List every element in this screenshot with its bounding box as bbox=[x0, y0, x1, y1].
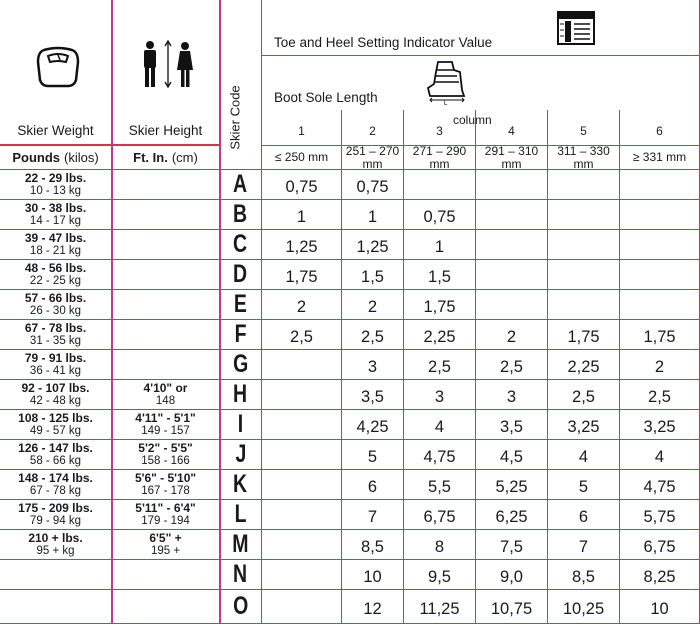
setting-value: 1,75 bbox=[285, 268, 318, 286]
setting-value-cell bbox=[262, 200, 342, 230]
setting-value-cell bbox=[404, 380, 476, 410]
setting-value: 4,5 bbox=[500, 448, 523, 466]
setting-value-cell bbox=[342, 560, 404, 590]
setting-value-cell bbox=[476, 530, 548, 560]
boot-sole-label: Boot Sole Length bbox=[274, 89, 378, 105]
setting-value: 9,0 bbox=[500, 568, 523, 586]
height-cm: 195 + bbox=[150, 544, 181, 557]
setting-value-cell bbox=[342, 440, 404, 470]
setting-value-cell bbox=[476, 440, 548, 470]
column-mm-range: 291 – 310 mm bbox=[484, 143, 539, 171]
setting-value: 1 bbox=[367, 208, 378, 226]
skier-code-letter: O bbox=[232, 592, 249, 620]
setting-value-cell bbox=[262, 320, 342, 350]
setting-value: 5,25 bbox=[495, 478, 528, 496]
setting-value-cell bbox=[404, 560, 476, 590]
setting-value: 2 bbox=[296, 298, 307, 316]
height-cell bbox=[112, 230, 220, 260]
weight-lbs: 175 - 209 lbs. bbox=[18, 500, 93, 515]
height-cell bbox=[112, 200, 220, 230]
column-mm-cell bbox=[476, 145, 548, 170]
weight-kg: 18 - 21 kg bbox=[29, 244, 82, 257]
column-word: column bbox=[453, 113, 492, 127]
setting-value-cell bbox=[476, 410, 548, 440]
skier-code-letter: L bbox=[234, 500, 247, 528]
skier-code-label: Skier Code bbox=[227, 85, 243, 150]
setting-value: 3,25 bbox=[643, 418, 676, 436]
setting-value-cell bbox=[548, 170, 620, 200]
setting-value-cell bbox=[548, 530, 620, 560]
setting-value: 5 bbox=[367, 448, 378, 466]
setting-value-cell bbox=[404, 500, 476, 530]
column-mm-range: ≤ 250 mm bbox=[274, 150, 329, 164]
height-cm: 179 - 194 bbox=[141, 514, 190, 527]
weight-lbs: 92 - 107 lbs. bbox=[21, 380, 90, 395]
weight-kg: 22 - 25 kg bbox=[29, 274, 82, 287]
setting-value: 4 bbox=[578, 448, 589, 466]
skier-code-cell bbox=[220, 170, 262, 200]
setting-value: 11,25 bbox=[419, 600, 460, 618]
weight-cell bbox=[0, 320, 112, 350]
height-ftin: 5'2" - 5'5" bbox=[138, 440, 193, 455]
weight-cell bbox=[0, 260, 112, 290]
people-height-icon bbox=[140, 40, 196, 90]
setting-value-cell bbox=[476, 560, 548, 590]
setting-value: 10,25 bbox=[562, 600, 605, 618]
setting-value-cell bbox=[620, 170, 700, 200]
column-mm-range: ≥ 331 mm bbox=[632, 150, 687, 164]
setting-value-cell bbox=[262, 440, 342, 470]
skier-code-cell bbox=[220, 590, 262, 624]
setting-value: 4 bbox=[654, 448, 665, 466]
height-cm: 149 - 157 bbox=[141, 424, 190, 437]
height-cell bbox=[112, 380, 220, 410]
setting-value-cell bbox=[342, 350, 404, 380]
setting-value-cell bbox=[476, 590, 548, 624]
weight-lbs: 30 - 38 lbs. bbox=[24, 200, 87, 215]
setting-value-cell bbox=[620, 440, 700, 470]
height-cell bbox=[112, 500, 220, 530]
setting-value: 10 bbox=[363, 568, 382, 586]
setting-value-cell bbox=[404, 590, 476, 624]
weight-kg: 36 - 41 kg bbox=[29, 364, 82, 377]
pounds-label: Pounds bbox=[12, 150, 60, 165]
setting-value: 5,75 bbox=[643, 508, 676, 526]
weight-cell bbox=[0, 530, 112, 560]
skier-code-cell bbox=[220, 290, 262, 320]
height-cell bbox=[112, 530, 220, 560]
setting-value-cell bbox=[620, 530, 700, 560]
height-cell bbox=[112, 350, 220, 380]
setting-value-cell bbox=[476, 170, 548, 200]
column-number-cell bbox=[548, 110, 620, 145]
height-cell bbox=[112, 290, 220, 320]
skier-code-letter: N bbox=[233, 560, 248, 588]
setting-value-cell bbox=[620, 350, 700, 380]
column-number: 5 bbox=[580, 123, 587, 138]
setting-value-cell bbox=[476, 380, 548, 410]
column-number: 4 bbox=[508, 123, 515, 138]
setting-value: 8,5 bbox=[572, 568, 595, 586]
height-ftin: 5'11" - 6'4" bbox=[135, 500, 196, 515]
column-mm-range: 251 – 270 mm bbox=[345, 143, 400, 171]
setting-value-cell bbox=[476, 350, 548, 380]
setting-value-cell bbox=[342, 320, 404, 350]
setting-value-cell bbox=[342, 170, 404, 200]
setting-value: 1,75 bbox=[423, 298, 456, 316]
weight-cell bbox=[0, 560, 112, 590]
setting-value: 2 bbox=[654, 358, 665, 376]
setting-value: 8,25 bbox=[643, 568, 676, 586]
setting-value: 7 bbox=[367, 508, 378, 526]
weight-cell bbox=[0, 500, 112, 530]
skier-code-cell bbox=[220, 440, 262, 470]
weight-kg: 67 - 78 kg bbox=[29, 484, 82, 497]
setting-value: 3 bbox=[434, 388, 445, 406]
setting-value-cell bbox=[342, 200, 404, 230]
setting-value: 5 bbox=[578, 478, 589, 496]
skier-code-cell bbox=[220, 530, 262, 560]
setting-value-cell bbox=[548, 260, 620, 290]
setting-value-cell bbox=[620, 200, 700, 230]
setting-indicator-icon bbox=[556, 10, 596, 46]
setting-value: 2,25 bbox=[423, 328, 456, 346]
setting-value: 2,25 bbox=[567, 358, 600, 376]
setting-value-cell bbox=[342, 380, 404, 410]
setting-value: 4,75 bbox=[643, 478, 676, 496]
setting-value: 3,25 bbox=[567, 418, 600, 436]
weight-cell bbox=[0, 380, 112, 410]
setting-value-cell bbox=[548, 440, 620, 470]
setting-value-cell bbox=[404, 200, 476, 230]
skier-code-letter: D bbox=[233, 260, 248, 288]
skier-code-letter: K bbox=[233, 470, 248, 498]
ftin-cm-header bbox=[112, 145, 220, 170]
setting-value: 1,75 bbox=[567, 328, 600, 346]
height-ftin: 4'10" or bbox=[143, 380, 188, 395]
weight-cell bbox=[0, 290, 112, 320]
column-mm-cell bbox=[262, 145, 342, 170]
skier-code-letter: I bbox=[237, 410, 244, 438]
column-mm-range: 311 – 330 mm bbox=[557, 143, 610, 171]
setting-value: 0,75 bbox=[423, 208, 456, 226]
height-cm: 167 - 178 bbox=[141, 484, 190, 497]
skier-code-cell bbox=[220, 560, 262, 590]
skier-height-label: Skier Height bbox=[128, 123, 203, 138]
weight-kg: 49 - 57 kg bbox=[29, 424, 82, 437]
column-mm-cell bbox=[548, 145, 620, 170]
column-number-cell bbox=[262, 110, 342, 145]
setting-value-cell bbox=[262, 530, 342, 560]
weight-lbs: 108 - 125 lbs. bbox=[18, 410, 93, 425]
setting-value: 2,5 bbox=[428, 358, 451, 376]
setting-value: 6,75 bbox=[423, 508, 456, 526]
skier-weight-label: Skier Weight bbox=[17, 123, 94, 138]
setting-value-cell bbox=[404, 170, 476, 200]
height-cm: 158 - 166 bbox=[141, 454, 190, 467]
setting-value-cell bbox=[548, 410, 620, 440]
skier-code-letter: H bbox=[233, 380, 248, 408]
magenta-divider bbox=[219, 0, 221, 624]
setting-value: 2,5 bbox=[572, 388, 595, 406]
setting-value-cell bbox=[342, 260, 404, 290]
skier-code-cell bbox=[220, 350, 262, 380]
setting-value-cell bbox=[476, 320, 548, 350]
height-cell bbox=[112, 260, 220, 290]
setting-value-cell bbox=[404, 440, 476, 470]
setting-value-cell bbox=[342, 410, 404, 440]
column-mm-range: 271 – 290 mm bbox=[412, 143, 467, 171]
setting-value: 1,75 bbox=[643, 328, 676, 346]
weight-kg: 42 - 48 kg bbox=[29, 394, 82, 407]
setting-value-cell bbox=[620, 590, 700, 624]
skier-code-letter: F bbox=[234, 320, 247, 348]
setting-value: 6,75 bbox=[643, 538, 676, 556]
column-mm-cell bbox=[404, 145, 476, 170]
setting-value-cell bbox=[342, 530, 404, 560]
setting-value-cell bbox=[620, 560, 700, 590]
setting-value-cell bbox=[262, 170, 342, 200]
height-cell bbox=[112, 590, 220, 624]
setting-value-cell bbox=[404, 260, 476, 290]
weight-cell bbox=[0, 470, 112, 500]
column-number: 3 bbox=[436, 123, 443, 138]
setting-value: 10 bbox=[650, 600, 669, 618]
setting-value: 5,5 bbox=[428, 478, 451, 496]
setting-value-cell bbox=[262, 380, 342, 410]
setting-value-cell bbox=[620, 500, 700, 530]
cm-label: (cm) bbox=[171, 150, 198, 165]
setting-value-cell bbox=[548, 230, 620, 260]
weight-lbs: 148 - 174 lbs. bbox=[18, 470, 93, 485]
skier-code-cell bbox=[220, 470, 262, 500]
weight-kg: 79 - 94 kg bbox=[29, 514, 82, 527]
weight-kg: 31 - 35 kg bbox=[29, 334, 82, 347]
setting-value-cell bbox=[342, 470, 404, 500]
setting-value-cell bbox=[342, 290, 404, 320]
column-number-cell bbox=[620, 110, 700, 145]
indicator-title-row bbox=[262, 0, 700, 56]
height-cell bbox=[112, 320, 220, 350]
column-number: 1 bbox=[298, 123, 305, 138]
setting-value-cell bbox=[620, 260, 700, 290]
skier-code-letter: E bbox=[233, 290, 248, 318]
scale-icon bbox=[36, 44, 80, 88]
indicator-title: Toe and Heel Setting Indicator Value bbox=[274, 35, 493, 50]
weight-kg: 10 - 13 kg bbox=[29, 184, 82, 197]
setting-value-cell bbox=[548, 350, 620, 380]
setting-value-cell bbox=[548, 470, 620, 500]
skier-code-cell bbox=[220, 230, 262, 260]
magenta-divider bbox=[111, 0, 113, 624]
setting-value: 2 bbox=[506, 328, 517, 346]
weight-cell bbox=[0, 440, 112, 470]
setting-value-cell bbox=[404, 290, 476, 320]
weight-lbs: 39 - 47 lbs. bbox=[24, 230, 87, 245]
setting-value: 3 bbox=[506, 388, 517, 406]
column-number-cell bbox=[342, 110, 404, 145]
setting-value-cell bbox=[342, 500, 404, 530]
setting-value: 4 bbox=[434, 418, 445, 436]
ftin-label: Ft. In. bbox=[133, 150, 168, 165]
setting-value-cell bbox=[476, 470, 548, 500]
setting-value-cell bbox=[342, 230, 404, 260]
height-ftin: 5'6" - 5'10" bbox=[134, 470, 197, 485]
setting-value-cell bbox=[262, 290, 342, 320]
setting-value: 1 bbox=[296, 208, 307, 226]
setting-value-cell bbox=[342, 590, 404, 624]
setting-value: 7,5 bbox=[500, 538, 523, 556]
setting-value-cell bbox=[262, 260, 342, 290]
setting-value-cell bbox=[476, 260, 548, 290]
height-cell bbox=[112, 410, 220, 440]
weight-lbs: 67 - 78 lbs. bbox=[24, 320, 87, 335]
setting-value-cell bbox=[262, 410, 342, 440]
setting-value: 1,25 bbox=[285, 238, 318, 256]
setting-value: 2,5 bbox=[290, 328, 313, 346]
skier-code-cell bbox=[220, 320, 262, 350]
height-cell bbox=[112, 170, 220, 200]
setting-value-cell bbox=[476, 500, 548, 530]
weight-lbs: 57 - 66 lbs. bbox=[24, 290, 87, 305]
kilos-label: (kilos) bbox=[64, 150, 99, 165]
setting-value: 2,5 bbox=[648, 388, 671, 406]
height-cm: 148 bbox=[155, 394, 176, 407]
setting-value-cell bbox=[620, 290, 700, 320]
column-mm-cell bbox=[620, 145, 700, 170]
setting-value-cell bbox=[262, 590, 342, 624]
setting-value-cell bbox=[548, 290, 620, 320]
weight-kg: 95 + kg bbox=[36, 544, 75, 557]
setting-value-cell bbox=[620, 470, 700, 500]
setting-value: 8 bbox=[434, 538, 445, 556]
skier-code-letter: G bbox=[232, 350, 249, 378]
skier-code-cell bbox=[220, 200, 262, 230]
setting-value-cell bbox=[620, 230, 700, 260]
height-cell bbox=[112, 470, 220, 500]
setting-value: 9,5 bbox=[428, 568, 451, 586]
setting-value-cell bbox=[262, 560, 342, 590]
setting-value: 1,25 bbox=[356, 238, 389, 256]
weight-cell bbox=[0, 410, 112, 440]
weight-lbs: 48 - 56 lbs. bbox=[24, 260, 87, 275]
setting-value-cell bbox=[404, 230, 476, 260]
setting-value: 10,75 bbox=[490, 600, 533, 618]
setting-value-cell bbox=[620, 410, 700, 440]
setting-value-cell bbox=[476, 200, 548, 230]
height-ftin: 4'11" - 5'1" bbox=[135, 410, 196, 425]
pounds-kilos-header bbox=[0, 145, 112, 170]
weight-cell bbox=[0, 230, 112, 260]
skier-code-cell bbox=[220, 380, 262, 410]
weight-lbs: 126 - 147 lbs. bbox=[18, 440, 93, 455]
setting-value: 0,75 bbox=[285, 178, 318, 196]
setting-value: 2,5 bbox=[500, 358, 523, 376]
setting-value: 2 bbox=[367, 298, 378, 316]
skier-code-cell bbox=[220, 260, 262, 290]
height-cell bbox=[112, 440, 220, 470]
setting-value-cell bbox=[548, 560, 620, 590]
column-number-cell bbox=[476, 110, 548, 145]
weight-lbs: 210 + lbs. bbox=[28, 530, 83, 545]
setting-value-cell bbox=[404, 350, 476, 380]
column-number: 2 bbox=[369, 123, 376, 138]
skier-code-letter: J bbox=[235, 440, 246, 468]
column-number: 6 bbox=[656, 123, 663, 138]
setting-value-cell bbox=[620, 380, 700, 410]
setting-value: 1 bbox=[434, 238, 445, 256]
skier-code-cell bbox=[220, 410, 262, 440]
setting-value-cell bbox=[404, 320, 476, 350]
setting-value-cell bbox=[404, 410, 476, 440]
setting-value-cell bbox=[476, 230, 548, 260]
setting-value: 2,5 bbox=[361, 328, 384, 346]
skier-code-letter: B bbox=[233, 200, 248, 228]
weight-cell bbox=[0, 590, 112, 624]
height-cell bbox=[112, 560, 220, 590]
setting-value: 7 bbox=[578, 538, 589, 556]
weight-kg: 14 - 17 kg bbox=[29, 214, 82, 227]
column-mm-cell bbox=[342, 145, 404, 170]
ski-boot-icon bbox=[424, 60, 466, 106]
setting-value: 6 bbox=[578, 508, 589, 526]
setting-value-cell bbox=[548, 590, 620, 624]
weight-lbs: 79 - 91 lbs. bbox=[24, 350, 87, 365]
setting-value: 8,5 bbox=[361, 538, 384, 556]
setting-value-cell bbox=[548, 200, 620, 230]
skier-code-letter: C bbox=[233, 230, 248, 258]
setting-value-cell bbox=[262, 230, 342, 260]
svg-text:L: L bbox=[444, 101, 448, 106]
setting-value: 6,25 bbox=[495, 508, 528, 526]
height-ftin: 6'5" + bbox=[149, 530, 182, 545]
weight-kg: 26 - 30 kg bbox=[29, 304, 82, 317]
setting-value-cell bbox=[262, 500, 342, 530]
setting-value-cell bbox=[548, 500, 620, 530]
weight-cell bbox=[0, 200, 112, 230]
setting-value: 3,5 bbox=[361, 388, 384, 406]
setting-value: 4,75 bbox=[423, 448, 456, 466]
skier-code-letter: M bbox=[232, 530, 249, 558]
weight-cell bbox=[0, 170, 112, 200]
setting-value: 3,5 bbox=[500, 418, 523, 436]
column-number-cell bbox=[404, 110, 476, 145]
setting-value: 4,25 bbox=[356, 418, 389, 436]
setting-value-cell bbox=[620, 320, 700, 350]
skier-code-letter: A bbox=[233, 170, 248, 198]
weight-kg: 58 - 66 kg bbox=[29, 454, 82, 467]
setting-value-cell bbox=[262, 350, 342, 380]
setting-value-cell bbox=[548, 320, 620, 350]
setting-value: 6 bbox=[367, 478, 378, 496]
setting-value-cell bbox=[404, 530, 476, 560]
setting-value: 1,5 bbox=[361, 268, 384, 286]
boot-sole-row bbox=[262, 56, 700, 110]
setting-value-cell bbox=[262, 470, 342, 500]
setting-value-cell bbox=[476, 290, 548, 320]
weight-cell bbox=[0, 350, 112, 380]
setting-value-cell bbox=[548, 380, 620, 410]
setting-value: 12 bbox=[363, 600, 382, 618]
skier-code-cell bbox=[220, 500, 262, 530]
setting-value: 3 bbox=[367, 358, 378, 376]
setting-value-cell bbox=[404, 470, 476, 500]
setting-value: 0,75 bbox=[356, 178, 389, 196]
setting-value: 1,5 bbox=[428, 268, 451, 286]
weight-lbs: 22 - 29 lbs. bbox=[24, 170, 87, 185]
